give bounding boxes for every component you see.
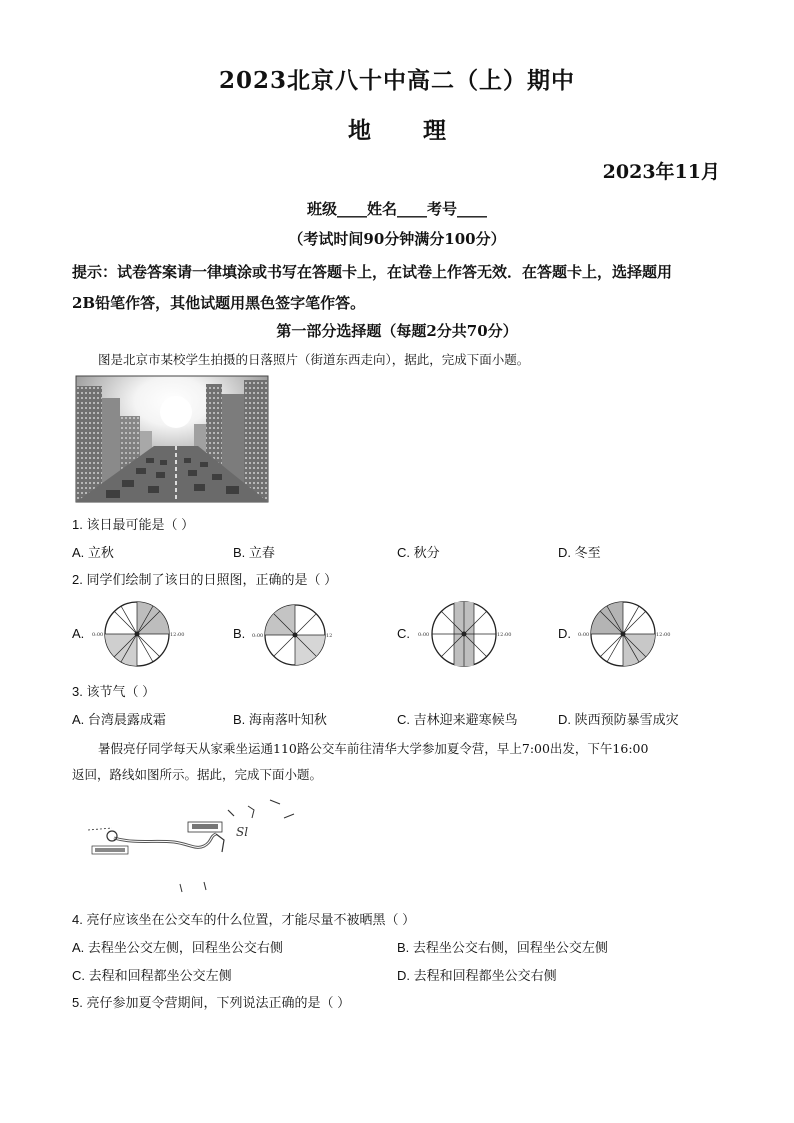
q3-option-a[interactable]: A. 台湾晨露成霜 bbox=[72, 712, 166, 727]
question-2-stem: 2. 同学们绘制了该日的日照图，正确的是（ ） bbox=[72, 572, 338, 587]
exam-title: 2023北京八十中高二（上）期中 bbox=[218, 67, 575, 94]
q2-option-b-label[interactable]: B. bbox=[233, 626, 246, 641]
q3-option-b[interactable]: B. 海南落叶知秋 bbox=[233, 712, 327, 727]
q1-option-b[interactable]: B. 立春 bbox=[233, 545, 275, 560]
svg-text:Sl: Sl bbox=[236, 825, 249, 839]
question-4-stem: 4. 亮仔应该坐在公交车的什么位置，才能尽量不被晒黑（ ） bbox=[72, 912, 416, 927]
q2-option-c-sunlight-diagram[interactable] bbox=[416, 598, 512, 670]
question-5-stem: 5. 亮仔参加夏令营期间，下列说法正确的是（ ） bbox=[72, 995, 351, 1010]
exam-date: 2023年11月 bbox=[602, 161, 720, 183]
intro-text-2-line-1: 暑假亮仔同学每天从家乘坐运通110路公交车前往清华大学参加夏令营，早上7:00出发，下午16:00 bbox=[98, 741, 649, 756]
subject-char-2: 理 bbox=[423, 117, 446, 144]
q2-option-d-sunlight-diagram[interactable] bbox=[578, 598, 671, 670]
q2-option-a-sunlight-diagram[interactable] bbox=[92, 598, 185, 670]
svg-text:12:00: 12:00 bbox=[170, 632, 185, 638]
question-1-stem: 1. 该日最可能是（ ） bbox=[72, 517, 195, 532]
svg-text:0:00: 0:00 bbox=[578, 632, 590, 638]
subject-title bbox=[0, 112, 794, 145]
notice-line-1: 提示：试卷答案请一律填涂或书写在答题卡上，在试卷上作答无效．在答题卡上，选择题用 bbox=[72, 263, 673, 281]
section-title: 第一部分选择题（每题2分共70分） bbox=[276, 322, 518, 340]
q4-option-c[interactable]: C. 去程和回程都坐公交左侧 bbox=[72, 968, 232, 983]
svg-text:0:00: 0:00 bbox=[92, 632, 104, 638]
svg-text:12:00: 12:00 bbox=[656, 632, 671, 638]
q2-option-a-label[interactable]: A. bbox=[72, 626, 85, 641]
q2-option-b-sunlight-diagram[interactable] bbox=[250, 600, 340, 670]
exam-time-line: （考试时间90分钟满分100分） bbox=[288, 230, 506, 248]
q4-option-d[interactable]: D. 去程和回程都坐公交右侧 bbox=[397, 968, 557, 983]
subject-char-1: 地 bbox=[348, 117, 371, 144]
intro-text-1: 图是北京市某校学生拍摄的日落照片（街道东西走向），据此，完成下面小题。 bbox=[98, 352, 530, 367]
q2-option-c-label[interactable]: C. bbox=[397, 626, 410, 641]
question-3-stem: 3. 该节气（ ） bbox=[72, 684, 156, 699]
svg-text:0:00: 0:00 bbox=[418, 632, 430, 638]
svg-text:12:00: 12:00 bbox=[497, 632, 512, 638]
q4-option-b[interactable]: B. 去程坐公交右侧，回程坐公交左侧 bbox=[397, 940, 608, 955]
notice-block bbox=[72, 257, 732, 319]
class-name-id-line: 班级____姓名____考号____ bbox=[306, 200, 487, 218]
q1-option-d[interactable]: D. 冬至 bbox=[558, 545, 601, 560]
q2-option-d-label[interactable]: D. bbox=[558, 626, 571, 641]
bus-route-map bbox=[84, 796, 310, 902]
svg-text:12: 12 bbox=[326, 633, 333, 639]
q1-option-a[interactable]: A. 立秋 bbox=[72, 545, 114, 560]
q3-option-d[interactable]: D. 陕西预防暴雪成灾 bbox=[558, 712, 679, 727]
intro-text-2-line-2: 返回，路线如图所示。据此，完成下面小题。 bbox=[72, 767, 323, 782]
sunset-street-photo bbox=[76, 376, 268, 502]
svg-text:0:00: 0:00 bbox=[252, 633, 264, 639]
q3-option-c[interactable]: C. 吉林迎来避寒候鸟 bbox=[397, 712, 518, 727]
q4-option-a[interactable]: A. 去程坐公交左侧，回程坐公交右侧 bbox=[72, 940, 283, 955]
q1-option-c[interactable]: C. 秋分 bbox=[397, 545, 440, 560]
notice-line-2: 2B铅笔作答，其他试题用黑色签字笔作答。 bbox=[72, 294, 366, 312]
